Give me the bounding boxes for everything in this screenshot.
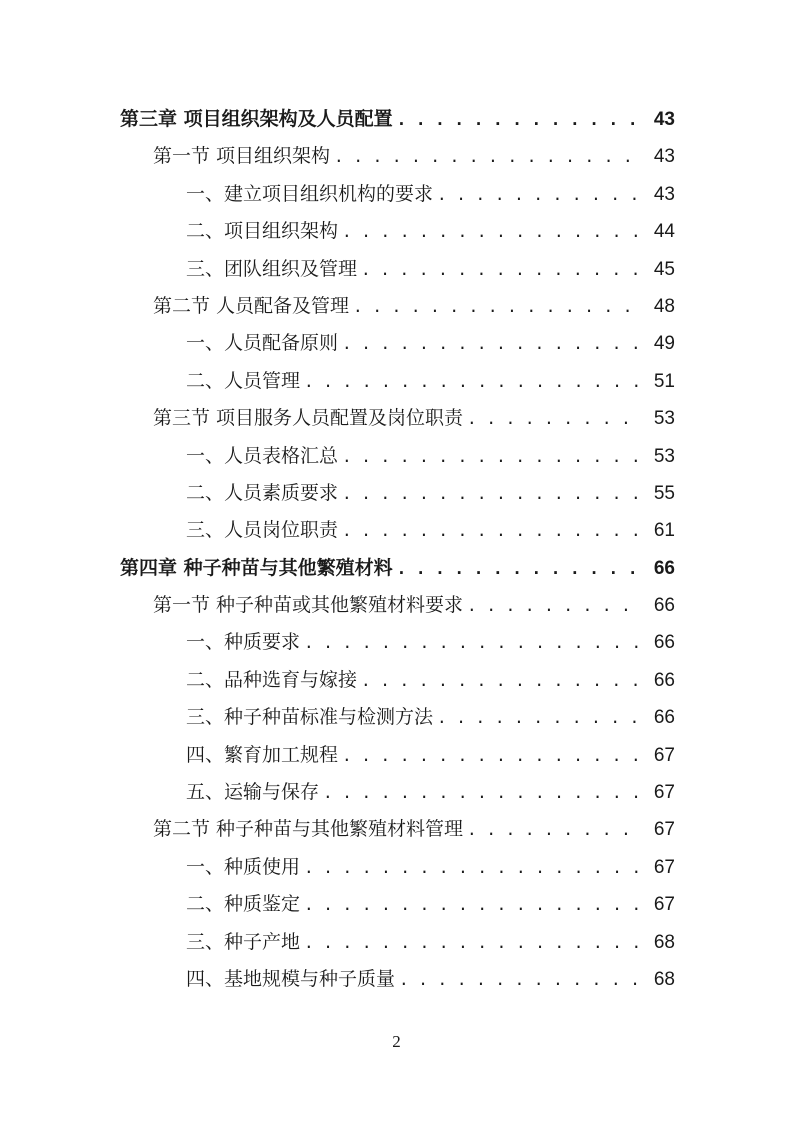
table-of-contents [120, 101, 675, 998]
toc-section-entry[interactable] [120, 288, 675, 325]
toc-entry-page-number: 48 [653, 295, 675, 317]
toc-entry-page-number: 66 [653, 595, 675, 617]
toc-entry-page-number: 66 [653, 557, 675, 579]
toc-dot-leader [342, 475, 643, 512]
toc-subsection-entry[interactable] [120, 961, 675, 998]
toc-dot-leader [323, 774, 643, 811]
toc-entry-page-number: 53 [653, 445, 675, 467]
toc-subsection-entry[interactable] [120, 849, 675, 886]
toc-subsection-entry[interactable] [120, 475, 675, 512]
toc-subsection-entry[interactable] [120, 737, 675, 774]
toc-entry-title: 五、运输与保存 [186, 781, 320, 804]
toc-subsection-entry[interactable] [120, 886, 675, 923]
toc-entry-title: 第三节 项目服务人员配置及岗位职责 [153, 407, 464, 430]
toc-dot-leader [342, 438, 643, 475]
toc-chapter-entry[interactable] [120, 101, 675, 138]
toc-entry-page-number: 43 [653, 183, 675, 205]
toc-entry-page-number: 53 [653, 408, 675, 430]
toc-entry-title: 一、人员表格汇总 [186, 444, 339, 467]
toc-subsection-entry[interactable] [120, 699, 675, 736]
toc-entry-title: 二、人员管理 [186, 369, 301, 392]
toc-entry-page-number: 67 [653, 894, 675, 916]
toc-dot-leader [342, 213, 643, 250]
toc-entry-page-number: 44 [653, 221, 675, 243]
toc-dot-leader [361, 251, 643, 288]
toc-entry-title: 一、种质使用 [186, 855, 301, 878]
toc-section-entry[interactable] [120, 138, 675, 175]
toc-section-entry[interactable] [120, 811, 675, 848]
toc-chapter-entry[interactable] [120, 550, 675, 587]
toc-entry-title: 第二节 种子种苗与其他繁殖材料管理 [153, 818, 464, 841]
toc-dot-leader [304, 924, 643, 961]
toc-entry-title: 三、人员岗位职责 [186, 519, 339, 542]
toc-subsection-entry[interactable] [120, 325, 675, 362]
toc-subsection-entry[interactable] [120, 512, 675, 549]
toc-entry-page-number: 68 [653, 968, 675, 990]
toc-dot-leader [467, 587, 643, 624]
toc-dot-leader [467, 400, 643, 437]
toc-subsection-entry[interactable] [120, 213, 675, 250]
toc-entry-title: 一、种质要求 [186, 631, 301, 654]
toc-dot-leader [342, 512, 643, 549]
toc-dot-leader [397, 550, 643, 587]
toc-entry-page-number: 49 [653, 333, 675, 355]
toc-subsection-entry[interactable] [120, 662, 675, 699]
toc-entry-page-number: 61 [653, 520, 675, 542]
toc-entry-title: 第三章 项目组织架构及人员配置 [120, 108, 393, 130]
toc-dot-leader [304, 624, 643, 661]
toc-subsection-entry[interactable] [120, 176, 675, 213]
toc-entry-title: 第一节 项目组织架构 [153, 145, 331, 168]
toc-dot-leader [304, 363, 643, 400]
toc-section-entry[interactable] [120, 587, 675, 624]
toc-subsection-entry[interactable] [120, 774, 675, 811]
toc-entry-title: 三、种子种苗标准与检测方法 [186, 706, 434, 729]
toc-entry-title: 一、人员配备原则 [186, 332, 339, 355]
toc-section-entry[interactable] [120, 400, 675, 437]
toc-entry-page-number: 51 [653, 370, 675, 392]
toc-dot-leader [467, 811, 643, 848]
toc-entry-title: 二、种质鉴定 [186, 893, 301, 916]
toc-dot-leader [304, 849, 643, 886]
toc-entry-page-number: 43 [653, 146, 675, 168]
toc-entry-page-number: 67 [653, 782, 675, 804]
toc-entry-title: 二、项目组织架构 [186, 220, 339, 243]
toc-entry-title: 第四章 种子种苗与其他繁殖材料 [120, 556, 393, 579]
toc-subsection-entry[interactable] [120, 251, 675, 288]
toc-entry-page-number: 43 [653, 109, 675, 130]
toc-entry-page-number: 45 [653, 258, 675, 280]
toc-entry-page-number: 66 [653, 707, 675, 729]
toc-entry-title: 四、繁育加工规程 [186, 743, 339, 766]
toc-subsection-entry[interactable] [120, 363, 675, 400]
toc-dot-leader [304, 886, 643, 923]
toc-entry-page-number: 68 [653, 931, 675, 953]
toc-entry-title: 三、种子产地 [186, 930, 301, 953]
toc-entry-title: 一、建立项目组织机构的要求 [186, 182, 434, 205]
page-number-footer: 2 [392, 1032, 401, 1051]
toc-entry-title: 二、人员素质要求 [186, 481, 339, 504]
toc-subsection-entry[interactable] [120, 438, 675, 475]
toc-subsection-entry[interactable] [120, 924, 675, 961]
toc-dot-leader [399, 961, 643, 998]
toc-entry-page-number: 66 [653, 632, 675, 654]
toc-dot-leader [353, 288, 643, 325]
toc-entry-page-number: 67 [653, 819, 675, 841]
toc-entry-page-number: 67 [653, 744, 675, 766]
toc-dot-leader [397, 101, 643, 138]
toc-dot-leader [361, 662, 643, 699]
toc-entry-page-number: 66 [653, 669, 675, 691]
toc-entry-title: 二、品种选育与嫁接 [186, 668, 358, 691]
toc-dot-leader [342, 325, 643, 362]
toc-dot-leader [437, 699, 643, 736]
toc-entry-title: 第二节 人员配备及管理 [153, 294, 350, 317]
toc-entry-title: 第一节 种子种苗或其他繁殖材料要求 [153, 594, 464, 617]
toc-entry-page-number: 55 [653, 482, 675, 504]
toc-entry-page-number: 67 [653, 856, 675, 878]
toc-dot-leader [342, 737, 643, 774]
toc-subsection-entry[interactable] [120, 624, 675, 661]
toc-dot-leader [437, 176, 643, 213]
toc-entry-title: 四、基地规模与种子质量 [186, 967, 396, 990]
toc-dot-leader [334, 138, 643, 175]
toc-entry-title: 三、团队组织及管理 [186, 257, 358, 280]
